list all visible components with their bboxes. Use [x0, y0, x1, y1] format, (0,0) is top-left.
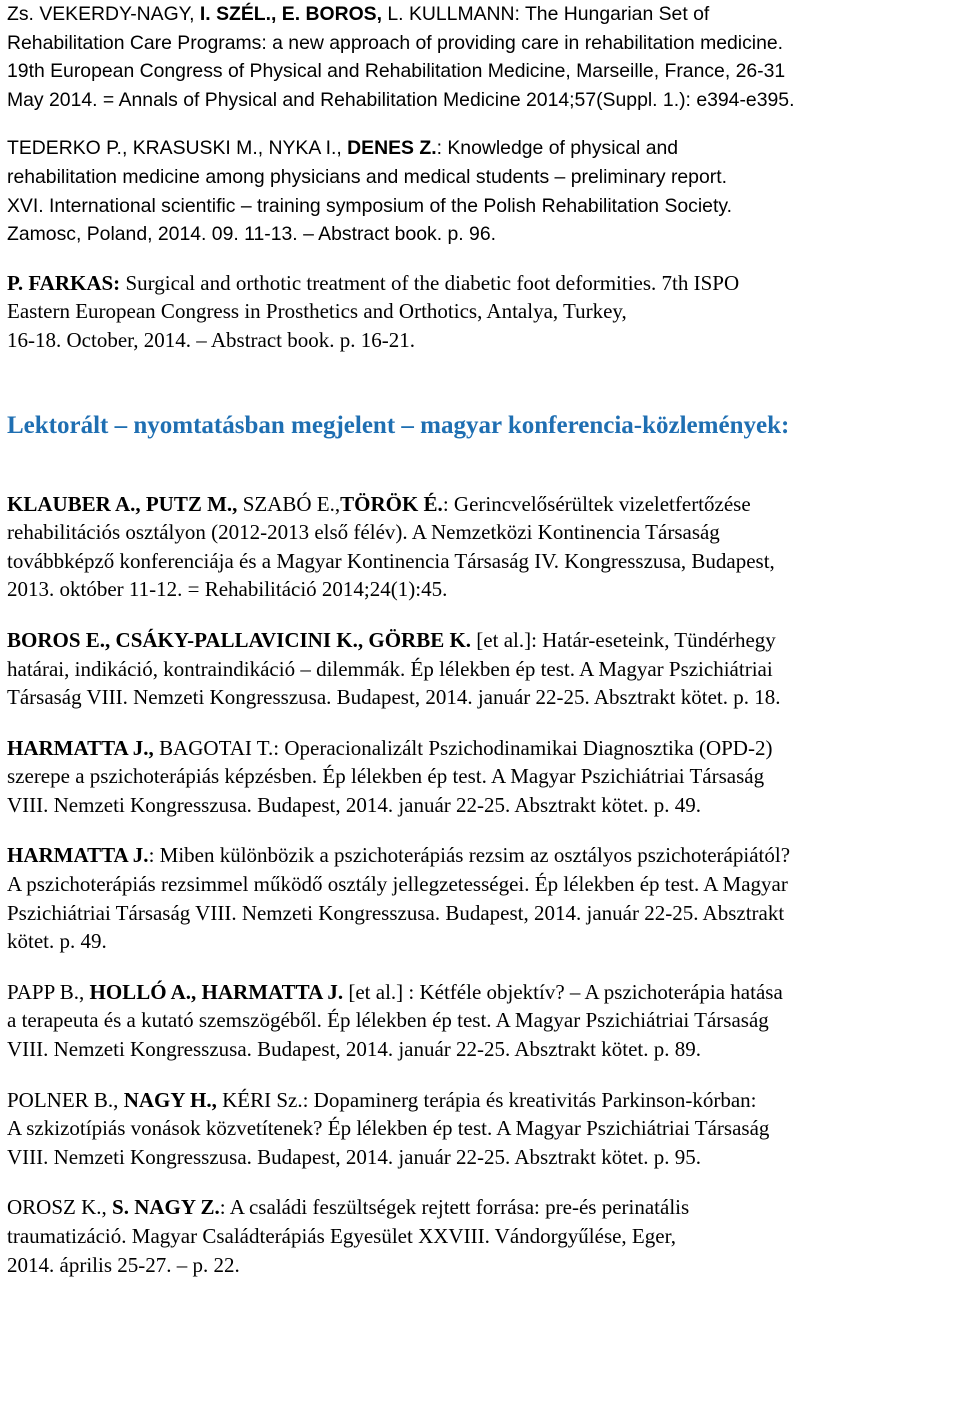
reference-line — [7, 1006, 954, 1035]
reference-text: OROSZ K., — [7, 1195, 113, 1220]
reference-text: traumatizáció. Magyar Családterápiás Egyesület XXVIII. Vándorgyűlése, Eger, — [7, 1224, 676, 1248]
reference-entry — [7, 626, 954, 712]
reference-line — [7, 86, 954, 115]
reference-text: POLNER B., — [7, 1087, 124, 1112]
reference-line — [7, 134, 954, 163]
reference-entry — [7, 0, 954, 114]
reference-entry — [7, 734, 954, 820]
reference-text: kötet. p. 49. — [7, 929, 107, 954]
reference-line — [7, 1222, 954, 1251]
reference-text: VIII. Nemzeti Kongresszusa. Budapest, 2014. január 22-25. Absztrakt kötet. p. 49. — [7, 792, 702, 817]
author-bold: P. FARKAS: — [7, 270, 121, 295]
reference-text: : Gerincvelősérültek vizeletfertőzése — [442, 491, 751, 516]
author-bold: I. SZÉL., E. BOROS, — [199, 3, 382, 25]
reference-text: rehabilitációs osztályon (2012-2013 első félév). A Nemzetközi Kontinencia Társaság — [7, 520, 720, 545]
reference-text: Zamosc, Poland, 2014. 09. 11-13. – Abstract book. p. 96. — [7, 223, 497, 246]
reference-line — [7, 626, 954, 655]
author-bold: S. NAGY Z. — [112, 1195, 220, 1220]
reference-text: Eastern European Congress in Prosthetics and Orthotics, Antalya, Turkey, — [7, 299, 627, 324]
reference-entry — [7, 1086, 954, 1172]
reference-line — [7, 870, 954, 899]
author-bold: DENES Z. — [347, 137, 437, 160]
reference-text: BAGOTAI T.: Operacionalizált Pszichodinamikai Diagnosztika (OPD-2) — [153, 735, 773, 760]
reference-line — [7, 490, 954, 519]
reference-line — [7, 326, 954, 355]
reference-line — [7, 927, 954, 956]
reference-text: XVI. International scientific – training symposium of the Polish Rehabilitation Society. — [7, 194, 732, 217]
spacer — [7, 441, 954, 490]
reference-line — [7, 29, 954, 58]
reference-text: 16-18. October, 2014. – Abstract book. p. 16-21. — [7, 327, 416, 352]
author-bold: TÖRÖK É. — [340, 491, 443, 516]
reference-text: Rehabilitation Care Programs: a new approach of providing care in rehabilitation medicine. — [7, 31, 784, 54]
reference-text: : Miben különbözik a pszichoterápiás rezsim az osztályos pszichoterápiától? — [148, 843, 791, 868]
reference-line — [7, 547, 954, 576]
hungarian-references — [7, 490, 954, 1280]
reference-line — [7, 1193, 954, 1222]
reference-text: A szkizotípiás vonások közvetítenek? Ép lélekben ép test. A Magyar Pszichiátriai Társaság — [7, 1116, 770, 1141]
author-bold: NAGY H., — [123, 1087, 217, 1112]
reference-line — [7, 899, 954, 928]
reference-text: VIII. Nemzeti Kongresszusa. Budapest, 2014. január 22-25. Absztrakt kötet. p. 89. — [7, 1037, 702, 1062]
reference-text: May 2014. = Annals of Physical and Rehabilitation Medicine 2014;57(Suppl. 1.): e394-e395. — [7, 88, 795, 111]
author-bold: HOLLÓ A., HARMATTA J. — [89, 979, 344, 1004]
reference-text: a terapeuta és a kutató szemszögéből. Ép lélekben ép test. A Magyar Pszichiátriai Társaság — [7, 1008, 769, 1033]
reference-line — [7, 791, 954, 820]
reference-text: Surgical and orthotic treatment of the diabetic foot deformities. 7th ISPO — [120, 270, 740, 295]
spacer — [7, 355, 954, 411]
reference-text: L. KULLMANN: The Hungarian Set of — [382, 3, 710, 25]
reference-line — [7, 1114, 954, 1143]
reference-text: szerepe a pszichoterápiás képzésben. Ép lélekben ép test. A Magyar Pszichiátriai Társaság — [7, 764, 765, 789]
reference-text: határai, indikáció, kontraindikáció – dilemmák. Ép lélekben ép test. A Magyar Pszichiátriai — [7, 656, 773, 681]
reference-entry — [7, 134, 954, 248]
english-references — [7, 0, 954, 355]
reference-entry — [7, 978, 954, 1064]
reference-line — [7, 575, 954, 604]
section-heading: Lektorált – nyomtatásban megjelent – magyar konferencia-közlemények: — [7, 411, 790, 439]
reference-text: Zs. VEKERDY-NAGY, — [7, 3, 200, 25]
reference-text: : A családi feszültségek rejtett forrása: pre-és perinatális — [219, 1195, 690, 1220]
reference-line — [7, 192, 954, 221]
reference-line — [7, 163, 954, 192]
author-bold: KLAUBER A., PUTZ M., — [7, 491, 238, 516]
reference-entry — [7, 490, 954, 604]
reference-line — [7, 57, 954, 86]
reference-line — [7, 655, 954, 684]
reference-line — [7, 1035, 954, 1064]
reference-text: rehabilitation medicine among physicians and medical students – preliminary report. — [7, 165, 727, 188]
reference-line — [7, 762, 954, 791]
reference-line — [7, 269, 954, 298]
author-bold: HARMATTA J. — [7, 843, 149, 868]
reference-text: SZABÓ E., — [237, 491, 341, 516]
reference-text: Pszichiátriai Társaság VIII. Nemzeti Kongresszusa. Budapest, 2014. január 22-25. Absztrakt — [7, 900, 785, 925]
reference-line — [7, 1143, 954, 1172]
reference-text: [et al.] : Kétféle objektív? – A pszichoterápia hatása — [343, 979, 783, 1004]
reference-line — [7, 1251, 954, 1280]
reference-text: PAPP B., — [7, 979, 90, 1004]
reference-text: KÉRI Sz.: Dopaminerg terápia és kreativitás Parkinson-kórban: — [216, 1087, 757, 1112]
reference-line — [7, 978, 954, 1007]
author-bold: HARMATTA J., — [7, 735, 154, 760]
reference-line — [7, 841, 954, 870]
reference-line — [7, 0, 954, 29]
reference-text: továbbképző konferenciája és a Magyar Kontinencia Társaság IV. Kongresszusa, Budapest, — [7, 548, 775, 573]
reference-text: A pszichoterápiás rezsimmel működő osztály jellegzetességei. Ép lélekben ép test. A Magyar — [7, 872, 788, 897]
reference-entry — [7, 269, 954, 355]
reference-text: [et al.]: Határ-eseteink, Tündérhegy — [471, 627, 776, 652]
reference-line — [7, 220, 954, 249]
reference-line — [7, 1086, 954, 1115]
reference-text: TEDERKO P., KRASUSKI M., NYKA I., — [7, 137, 348, 160]
reference-text: VIII. Nemzeti Kongresszusa. Budapest, 2014. január 22-25. Absztrakt kötet. p. 95. — [7, 1144, 702, 1169]
reference-entry — [7, 1193, 954, 1279]
reference-text: 2013. október 11-12. = Rehabilitáció 2014;24(1):45. — [7, 577, 448, 602]
reference-line — [7, 518, 954, 547]
reference-line — [7, 734, 954, 763]
author-bold: BOROS E., CSÁKY-PALLAVICINI K., GÖRBE K. — [7, 627, 472, 652]
reference-text: Társaság VIII. Nemzeti Kongresszusa. Budapest, 2014. január 22-25. Absztrakt kötet. p. 18. — [7, 685, 781, 710]
reference-text: : Knowledge of physical and — [436, 137, 679, 160]
reference-text: 2014. április 25-27. – p. 22. — [7, 1252, 240, 1277]
reference-text: 19th European Congress of Physical and Rehabilitation Medicine, Marseille, France, 26-31 — [7, 60, 786, 83]
reference-line — [7, 683, 954, 712]
reference-entry — [7, 841, 954, 955]
reference-line — [7, 297, 954, 326]
